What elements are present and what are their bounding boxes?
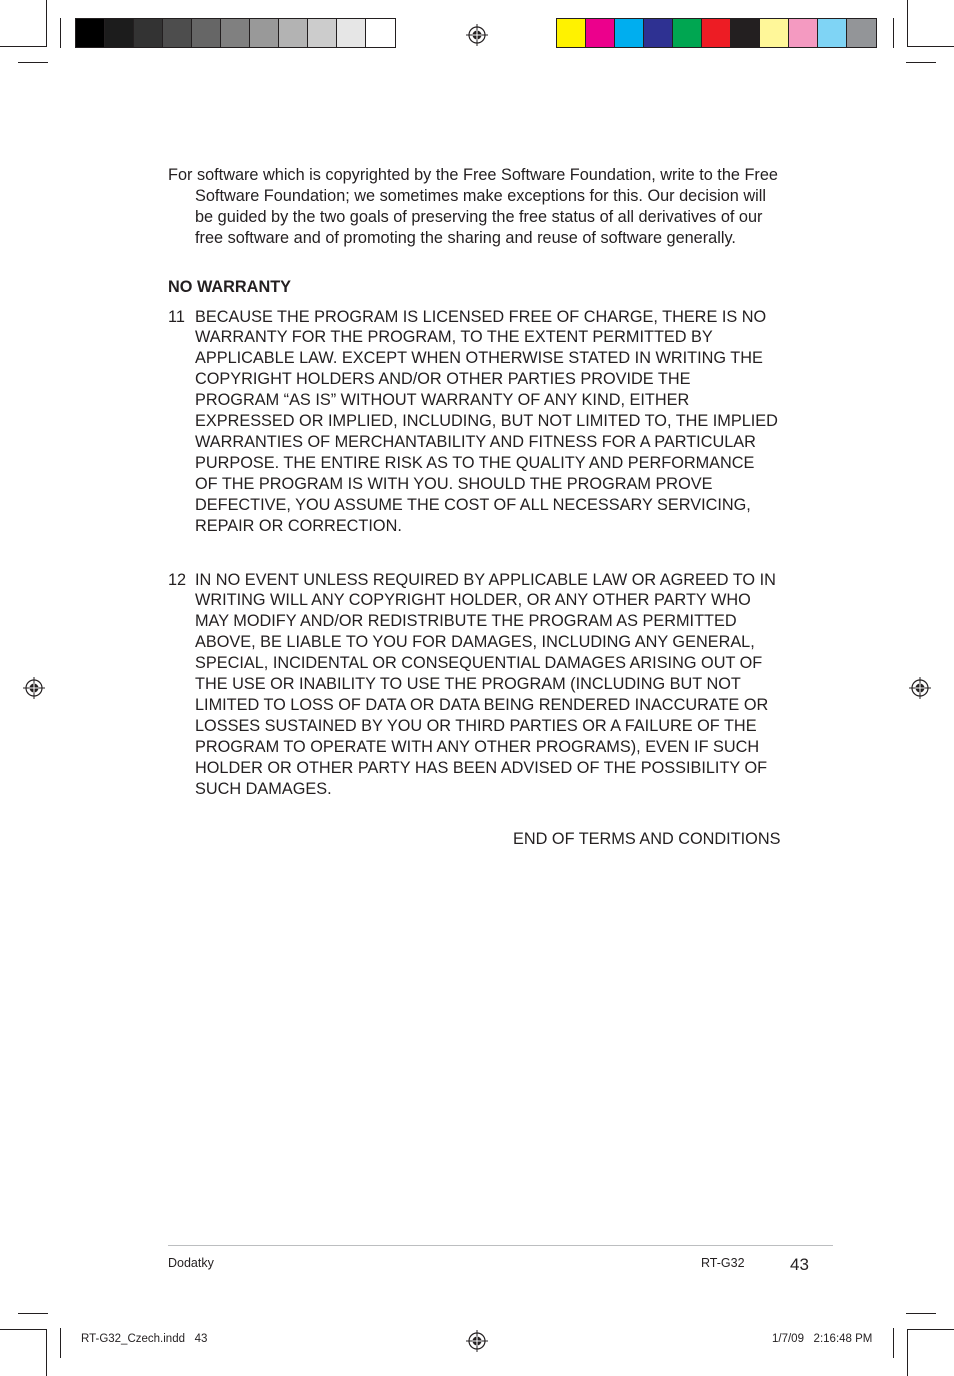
color-swatch xyxy=(192,19,221,47)
item-text: BECAUSE THE PROGRAM IS LICENSED FREE OF CHARGE, THERE IS NO WARRANTY FOR THE PROGRAM, TO THE EXTENT PERMITTED BY APPLICABLE LAW. EXCEPT WHEN OTHERWISE STATED IN WRITING THE COPYRIGHT HOLDERS AND/OR OTHER PARTIES PROVIDE THE PROGRAM “AS IS” WITHOUT WARRANTY OF ANY KIND, EITHER EXPRESSED OR IMPLIED, INCLUDING, BUT NOT LIMITED TO, THE IMPLIED WARRANTIES OF MERCHANTABILITY AND FITNESS FOR A PARTICULAR PURPOSE. THE ENTIRE RISK AS TO THE QUALITY AND PERFORMANCE OF THE PROGRAM IS WITH YOU. SHOULD THE PROGRAM PROVE DEFECTIVE, YOU ASSUME THE COST OF ALL NECESSARY SERVICING, REPAIR OR CORRECTION. xyxy=(195,307,778,535)
end-of-terms: END OF TERMS AND CONDITIONS xyxy=(513,830,781,848)
crop-mark-top-right-h2 xyxy=(906,62,936,63)
color-swatch xyxy=(221,19,250,47)
slug-file-name: RT-G32_Czech.indd 43 xyxy=(81,1333,208,1345)
crop-mark-bottom-right-h2 xyxy=(906,1313,936,1314)
crop-mark-bottom-left-v2 xyxy=(60,1328,61,1358)
process-color-bar xyxy=(556,18,877,48)
crop-mark-bottom-left-v xyxy=(46,1329,47,1376)
item-text: IN NO EVENT UNLESS REQUIRED BY APPLICABLE LAW OR AGREED TO IN WRITING WILL ANY COPYRIGHT HOLDER, OR ANY OTHER PARTY WHO MAY MODIFY AND/OR REDISTRIBUTE THE PROGRAM AS PERMITTED ABOVE, BE LIABLE TO YOU FOR DAMAGES, INCLUDING ANY GENERAL, SPECIAL, INCIDENTAL OR CONSEQUENTIAL DAMAGES ARISING OUT OF THE USE OR INABILITY TO USE THE PROGRAM (INCLUDING BUT NOT LIMITED TO LOSS OF DATA OR DATA BEING RENDERED INACCURATE OR LOSSES SUSTAINED BY YOU OR THIRD PARTIES OR A FAILURE OF THE PROGRAM TO OPERATE WITH ANY OTHER PROGRAMS), EVEN IF SUCH HOLDER OR OTHER PARTY HAS BEEN ADVISED OF THE POSSIBILITY OF SUCH DAMAGES. xyxy=(195,570,776,798)
color-swatch xyxy=(76,19,105,47)
color-swatch xyxy=(615,19,644,47)
crop-mark-top-right-v xyxy=(907,0,908,47)
color-swatch xyxy=(105,19,134,47)
registration-mark-icon xyxy=(466,24,488,46)
color-swatch xyxy=(586,19,615,47)
registration-mark-icon xyxy=(466,1330,488,1352)
list-item xyxy=(168,570,778,800)
slug-timestamp: 1/7/09 2:16:48 PM xyxy=(772,1333,873,1345)
footer-section-label: Dodatky xyxy=(168,1256,214,1270)
color-swatch xyxy=(279,19,308,47)
crop-mark-top-left-h2 xyxy=(18,62,48,63)
color-swatch xyxy=(818,19,847,47)
color-swatch xyxy=(673,19,702,47)
crop-mark-bottom-right-v2 xyxy=(893,1328,894,1358)
color-swatch xyxy=(366,19,395,47)
color-swatch xyxy=(847,19,876,47)
color-swatch xyxy=(308,19,337,47)
crop-mark-top-left-v2 xyxy=(60,18,61,48)
crop-mark-top-right-h xyxy=(907,46,954,47)
color-swatch xyxy=(134,19,163,47)
footer-divider xyxy=(168,1245,833,1246)
grayscale-color-bar xyxy=(75,18,396,48)
crop-mark-top-left-v xyxy=(46,0,47,47)
crop-mark-bottom-right-v xyxy=(907,1329,908,1376)
item-number: 12 xyxy=(168,570,187,589)
color-swatch xyxy=(731,19,760,47)
color-swatch xyxy=(702,19,731,47)
color-swatch xyxy=(557,19,586,47)
document-body xyxy=(168,165,778,799)
color-swatch xyxy=(760,19,789,47)
registration-mark-icon xyxy=(23,677,45,699)
crop-mark-bottom-left-h xyxy=(0,1329,47,1330)
registration-mark-icon xyxy=(909,677,931,699)
crop-mark-top-left-h xyxy=(0,46,47,47)
footer-model-label: RT-G32 xyxy=(701,1256,745,1270)
section-heading: NO WARRANTY xyxy=(168,277,292,296)
color-swatch xyxy=(250,19,279,47)
color-swatch xyxy=(644,19,673,47)
intro-paragraph: For software which is copyrighted by the Free Software Foundation, write to the Free Software Foundation; we sometimes make exceptions for this. Our decision will be guided by the two goals of preserving the free status of all derivatives of our free software and of promoting the sharing and reuse of software generally. xyxy=(168,166,778,247)
crop-mark-bottom-left-h2 xyxy=(18,1313,48,1314)
item-number: 11 xyxy=(168,307,185,326)
color-swatch xyxy=(337,19,366,47)
color-swatch xyxy=(163,19,192,47)
crop-mark-bottom-right-h xyxy=(907,1329,954,1330)
page-number: 43 xyxy=(790,1255,809,1274)
color-swatch xyxy=(789,19,818,47)
list-item xyxy=(168,307,778,537)
crop-mark-top-right-v2 xyxy=(893,18,894,48)
